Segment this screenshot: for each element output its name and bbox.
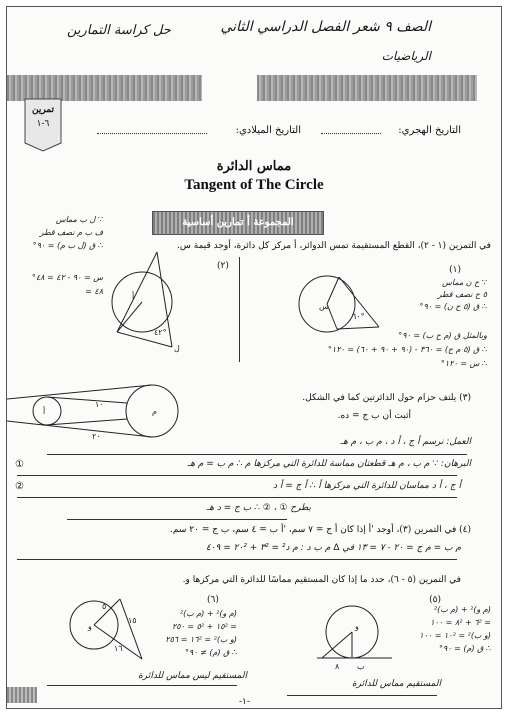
q2-work-line: ∵ ل ب مماس <box>55 215 103 224</box>
q3-prompt: (٣) يلتف حزام حول الدائرتين كما في الشكل. <box>302 393 471 403</box>
q4-prompt: (٤) في التمرين (٣)، أوجد 'أ إذا كان أ ج = ٧ سم، 'أ ب = ٤ سم، ب ج = ٢٠ سم. <box>170 525 471 535</box>
q3-proof-line-2: أ ج ، أ د مماسان للدائرة التي مركزها أ ∴ أ ج = أ د <box>273 481 461 491</box>
header-class-note: الصف ٩ شعر الفصل الدراسي الثاني <box>220 19 431 35</box>
q4-line <box>17 559 457 560</box>
q5-work <box>411 603 491 655</box>
q6-work <box>157 607 237 659</box>
q12-divider <box>239 257 240 362</box>
q56-prompt: في التمرين (٥ - ٦)، حدد ما إذا كان المستقيم مماسًا للدائرة التي مركزها و. <box>182 575 461 585</box>
q5-label: (٥) <box>429 595 441 605</box>
q2-work <box>13 213 103 252</box>
header-solution-note: حل كراسة التمارين <box>67 23 171 38</box>
svg-text:١٥: ١٥ <box>128 616 137 625</box>
q1-work-bottom <box>257 329 487 371</box>
q3-prove: أثبت أن ب ج = ده. <box>337 411 411 421</box>
q1-work-line: ٥ ح نصف قطر <box>437 290 487 299</box>
q3-line <box>17 475 457 476</box>
worksheet-page <box>6 6 502 709</box>
group-a-banner: المجموعة أ تمارين أساسية <box>152 211 324 235</box>
q5-conclusion-line <box>287 695 437 696</box>
svg-text:١٠: ١٠ <box>95 400 104 409</box>
svg-text:أ: أ <box>132 292 135 301</box>
header-subject-note: الرياضيات <box>381 49 431 63</box>
svg-text:م: م <box>152 407 157 416</box>
q1-work-line: وبالمثل ق (م ح ب) = ٩٠° <box>398 331 487 340</box>
svg-text:ب: ب <box>357 662 365 671</box>
q2-label: (٢) <box>217 261 229 271</box>
svg-text:س: س <box>319 302 329 311</box>
q3-tag-2: ② <box>15 481 24 492</box>
gregorian-date-line <box>97 133 207 134</box>
svg-text:٤٢°: ٤٢° <box>154 328 167 337</box>
q1-work-line: ∴ ق (٥ ح ن) = ٩٠° <box>419 302 487 311</box>
svg-text:و: و <box>355 622 359 631</box>
q12-prompt: في التمرين (١ - ٢)، القطع المستقيمة تمس الدوائر، أ مركز كل دائرة، أوجد قيمة س. <box>177 241 491 251</box>
q6-work-line: (م و)² + (م ب)² <box>179 609 237 618</box>
svg-text:٥: ٥ <box>102 602 107 611</box>
q6-label: (٦) <box>207 595 219 605</box>
svg-text:و: و <box>88 622 92 631</box>
svg-text:١٦: ١٦ <box>114 644 123 653</box>
q2-work-line: ف ب م نصف قطر <box>39 228 103 237</box>
q6-conclusion: المستقيم ليس مماس للدائرة <box>138 671 247 681</box>
tab-number: ٦-١ <box>36 119 50 129</box>
q1-work <box>377 277 487 313</box>
q1-work-line: ∴ س = ١٢٠° <box>440 359 487 368</box>
tab-label: تمرين <box>31 105 55 115</box>
exercise-tab <box>21 93 65 153</box>
q4-work: م ب = م ج = ٢٠ - ٧ = ١٣ في ∆ م ب د : م د² = ٣² + ٢٠² = ٤٠٩ <box>205 543 461 553</box>
q5-work-line: (م و)² + (م ب)² <box>433 605 491 614</box>
q3-belt-figure <box>7 383 187 443</box>
hijri-date-label: التاريخ الهجري: <box>398 125 461 136</box>
q5-work-line: (و ب)² = ١٠² = ١٠٠ <box>419 631 491 640</box>
q6-figure <box>62 589 152 669</box>
hijri-date-line <box>321 133 381 134</box>
q3-tag-1: ① <box>15 459 24 470</box>
q5-work-line: ∴ ق (م) = ٩٠° <box>439 644 491 653</box>
q3-proof-line-1: البرهان: ∵ م ب ، م هـ قطعتان مماسة للدائرة التي مركزها م ∴ م ب = م هـ <box>187 459 471 469</box>
q3-construction: العمل: نرسم أ ج ، أ د ، م ب ، م هـ <box>340 437 471 447</box>
gregorian-date-label: التاريخ الميلادي: <box>235 125 301 136</box>
q5-conclusion: المستقيم مماس للدائرة <box>351 679 441 689</box>
q3-line <box>47 454 467 455</box>
svg-text:٢٠: ٢٠ <box>92 432 101 441</box>
q5-work-line: = ٦² + ٨² = ١٠٠ <box>430 618 491 627</box>
svg-text:٨: ٨ <box>335 662 340 671</box>
q2-answer <box>13 271 103 299</box>
q3-proof-line-3: بطرح ① ، ② ∴ ب ج = د هـ <box>206 503 311 513</box>
svg-text:٦٠°: ٦٠° <box>352 312 365 321</box>
q5-figure <box>307 597 397 677</box>
page-number: -١- <box>239 697 250 707</box>
svg-text:ل: ل <box>174 344 180 353</box>
q2-answer-line: ٤٨ = <box>85 287 103 296</box>
q3-line <box>67 519 287 520</box>
lesson-title-english: Tangent of The Circle <box>184 177 324 193</box>
header-band-right <box>257 75 477 101</box>
svg-text:أ: أ <box>43 407 46 416</box>
corner-mark <box>7 687 37 703</box>
q2-work-line: ∴ ق (ل ب م) = ٩٠° <box>32 241 103 250</box>
q6-work-line: (و ب)² = ١٦² = ٢٥٦ <box>165 635 237 644</box>
q6-conclusion-line <box>47 685 237 686</box>
q3-line <box>17 497 457 498</box>
q2-figure <box>102 247 202 357</box>
lesson-title-arabic: مماس الدائرة <box>216 159 292 174</box>
q1-work-line: ∵ ح ن مماس <box>442 278 487 287</box>
q1-label: (١) <box>449 265 461 275</box>
q1-work-line: ∴ ق (٥ م ح) = ٣٦٠ - (٩٠ + ٩٠ + ٦٠) = ١٢٠° <box>327 345 487 354</box>
q6-work-line: ∴ ق (م) ≠ ٩٠° <box>185 648 237 657</box>
q6-work-line: = ١٥² + ٥² = ٢٥٠ <box>171 622 237 631</box>
q2-answer-line: س = ٩٠ - ٤٢ = ٤٨° <box>31 273 103 282</box>
